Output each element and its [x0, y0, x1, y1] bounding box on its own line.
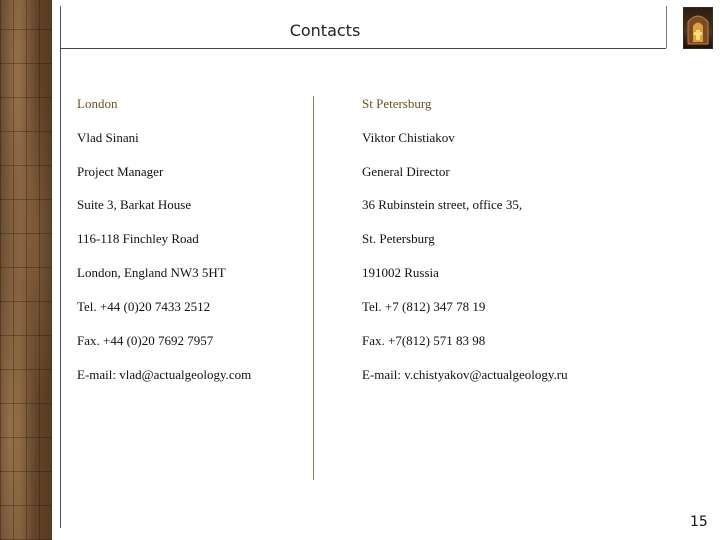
spb-address-line1: 36 Rubinstein street, office 35, — [362, 197, 523, 212]
spb-address-line2: St. Petersburg — [362, 231, 435, 246]
column-divider — [313, 96, 314, 480]
spb-name: Viktor Chistiakov — [362, 130, 455, 145]
spb-fax: Fax. +7(812) 571 83 98 — [362, 333, 486, 348]
spb-heading: St Petersburg — [362, 96, 432, 111]
london-address-line3: London, England NW3 5HT — [77, 265, 226, 280]
london-address-line1: Suite 3, Barkat House — [77, 197, 192, 212]
spb-email[interactable]: E-mail: v.chistyakov@actualgeology.ru — [362, 367, 568, 382]
london-email[interactable]: E-mail: vlad@actualgeology.com — [77, 367, 252, 382]
london-phone: Tel. +44 (0)20 7433 2512 — [77, 299, 211, 314]
london-heading: London — [77, 96, 118, 111]
london-address-line2: 116-118 Finchley Road — [77, 231, 199, 246]
spb-role: General Director — [362, 164, 450, 179]
map-strip-shade — [0, 0, 52, 540]
london-role: Project Manager — [77, 164, 164, 179]
spb-address-line3: 191002 Russia — [362, 265, 439, 280]
left-border-line — [60, 6, 61, 528]
london-fax: Fax. +44 (0)20 7692 7957 — [77, 333, 214, 348]
logo-emblem-icon — [684, 8, 712, 48]
page-number: 15 — [690, 514, 708, 530]
header-divider — [60, 48, 666, 49]
spb-phone: Tel. +7 (812) 347 78 19 — [362, 299, 486, 314]
london-name: Vlad Sinani — [77, 130, 139, 145]
slide-title: Contacts — [289, 21, 361, 40]
header-right-border — [666, 6, 667, 48]
company-logo — [683, 7, 713, 49]
